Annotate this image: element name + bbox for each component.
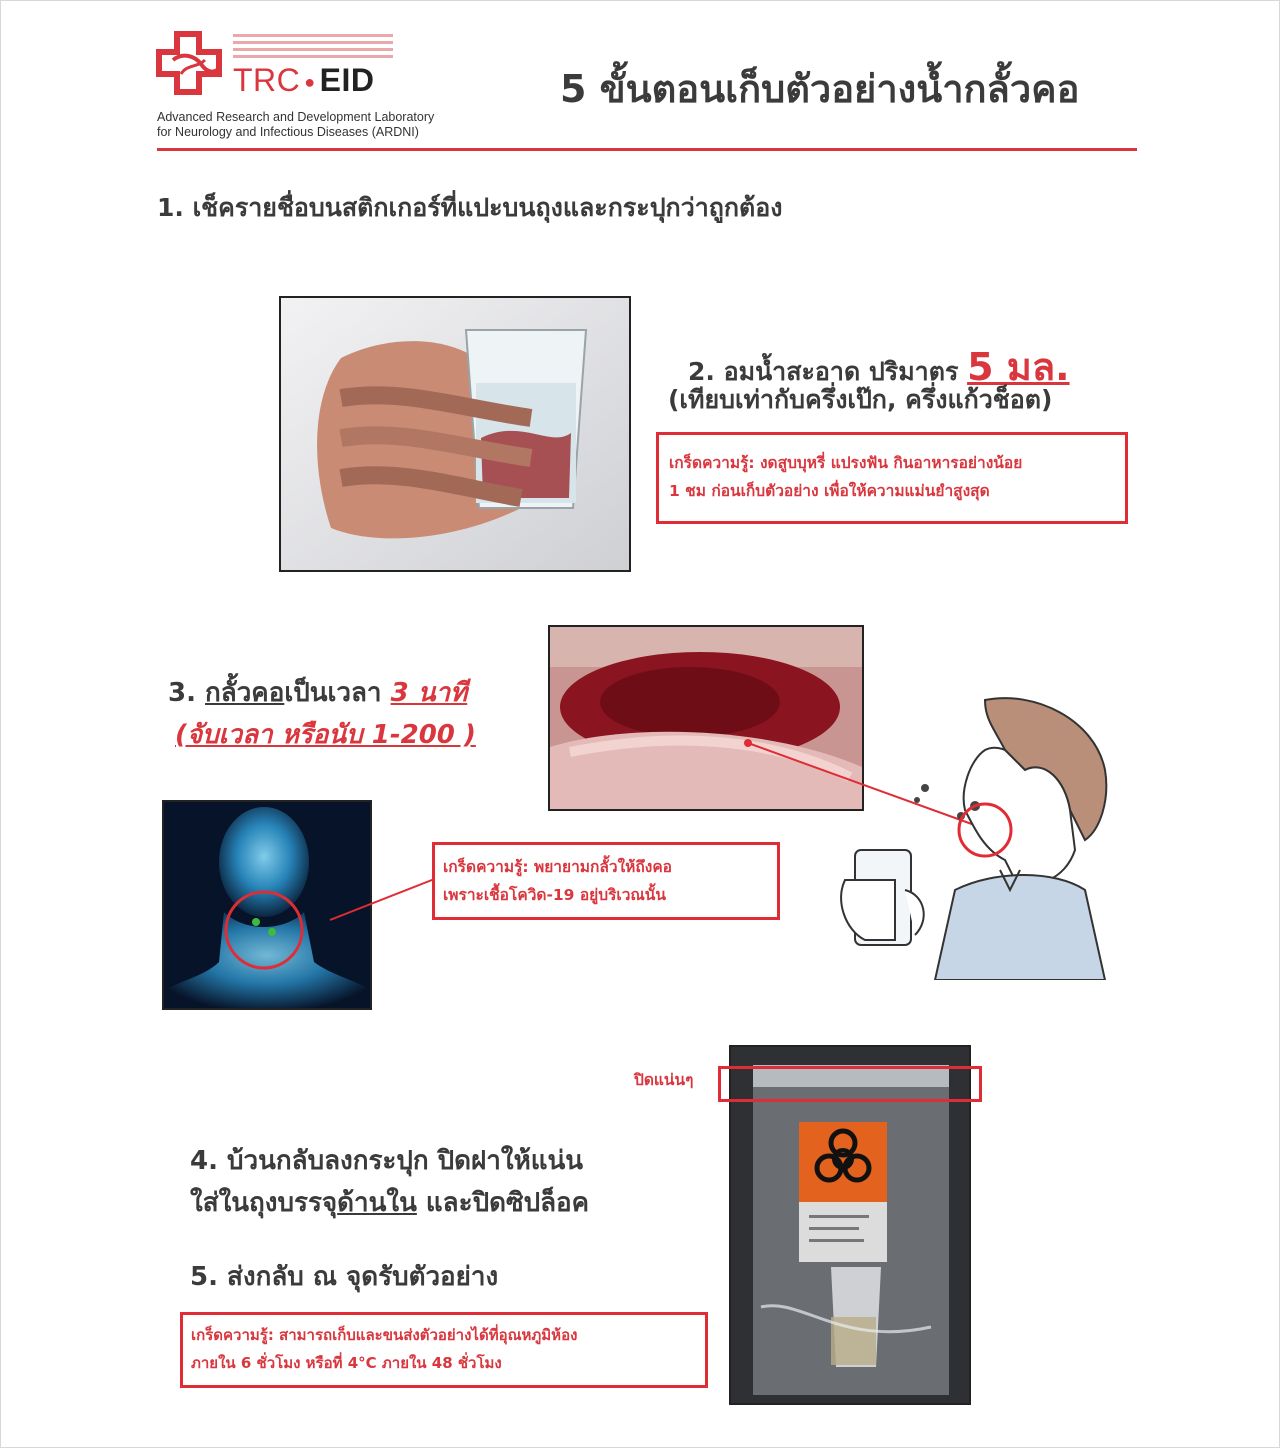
brand-name: TRC ● EID bbox=[233, 62, 375, 98]
step5-tip-line2: ภายใน 6 ชั่วโมง หรือที่ 4°C ภายใน 48 ชั่วโมง bbox=[191, 1354, 502, 1372]
page-title: 5 ขั้นตอนเก็บตัวอย่างน้ำกลั้วคอ bbox=[560, 67, 1080, 111]
step1-text: 1. เช็ครายชื่อบนสติกเกอร์ที่แปะบนถุงและกระปุกว่าถูกต้อง bbox=[157, 193, 783, 222]
red-cross-logo-icon bbox=[155, 30, 227, 100]
step5-tip-line1: เกร็ดความรู้: สามารถเก็บและขนส่งตัวอย่างได้ที่อุณหภูมิห้อง bbox=[191, 1326, 578, 1344]
step2-amount: 5 มล. bbox=[967, 345, 1070, 389]
step4-line1: 4. บ้วนกลับลงกระปุก ปิดฝาให้แน่น bbox=[190, 1146, 584, 1176]
step3-text: 3. กลั้วคอเป็นเวลา 3 นาที bbox=[168, 678, 468, 708]
logo-fine-print bbox=[233, 34, 393, 62]
seal-highlight-box bbox=[718, 1066, 982, 1102]
step2-text: 2. อมน้ำสะอาด ปริมาตร 5 มล. bbox=[688, 345, 1070, 389]
lab-name: Advanced Research and Development Laboratory for Neurology and Infectious Diseases (ARDNI) bbox=[157, 110, 435, 139]
throat-to-tip-pointer bbox=[325, 870, 440, 930]
step4-line2: ใส่ในถุงบรรจุด้านใน และปิดซิปล็อค bbox=[190, 1188, 590, 1218]
person-gargling-illustration bbox=[835, 690, 1115, 980]
step3-timer: (จับเวลา หรือนับ 1-200 ) bbox=[175, 720, 476, 750]
step3-tip-line2: เพราะเชื้อโควิด-19 อยู่บริเวณนั้น bbox=[443, 886, 666, 904]
header-divider bbox=[157, 148, 1137, 151]
step3-tip-line1: เกร็ดความรู้: พยายามกลั้วให้ถึงคอ bbox=[443, 858, 672, 876]
step2-note: (เทียบเท่ากับครึ่งเป๊ก, ครึ่งแก้วช็อต) bbox=[668, 385, 1053, 414]
step5-tip-box bbox=[180, 1312, 708, 1388]
seal-label: ปิดแน่นๆ bbox=[634, 1071, 694, 1089]
step2-photo-water-glass bbox=[279, 296, 631, 572]
step2-tip-line2: 1 ชม ก่อนเก็บตัวอย่าง เพื่อให้ความแม่นยำสูงสุด bbox=[669, 482, 990, 500]
step3-tip-box bbox=[432, 842, 780, 920]
step5-text: 5. ส่งกลับ ณ จุดรับตัวอย่าง bbox=[190, 1262, 499, 1292]
step2-tip-line1: เกร็ดความรู้: งดสูบบุหรี่ แปรงฟัน กินอาหารอย่างน้อย bbox=[669, 454, 1023, 472]
step2-tip-box bbox=[656, 432, 1128, 524]
